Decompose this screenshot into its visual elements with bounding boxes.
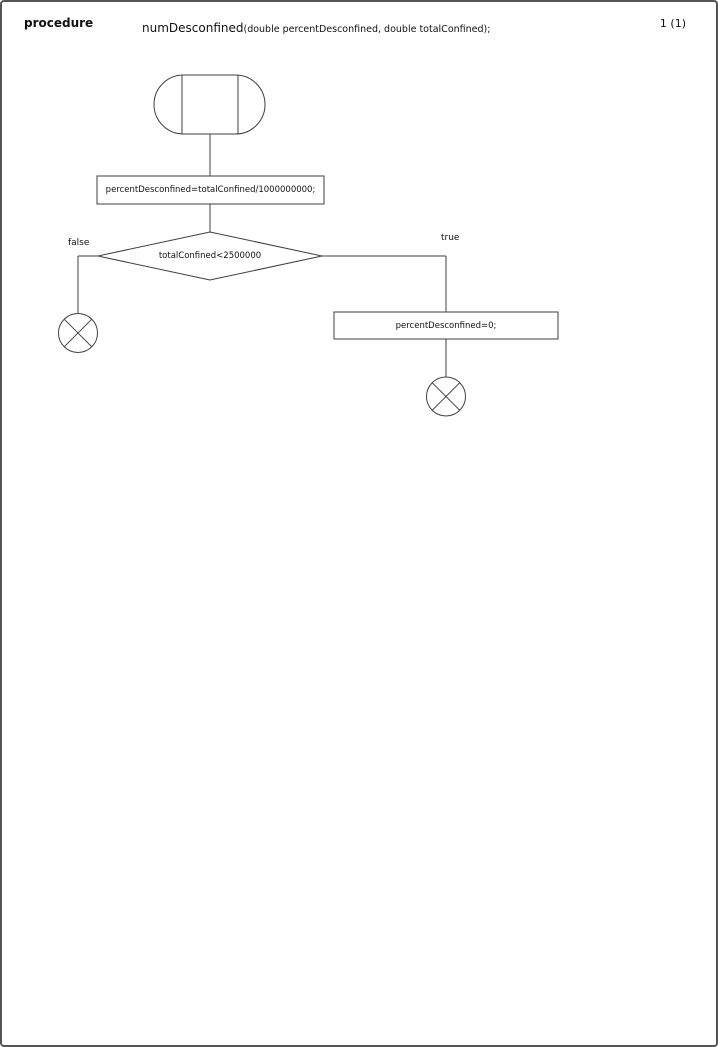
procedure-keyword: procedure bbox=[24, 16, 94, 30]
true-branch-connector bbox=[322, 256, 446, 312]
flowchart-canvas bbox=[2, 2, 718, 1047]
process-box-assign1-label: percentDesconfined=totalConfined/1000000000; bbox=[105, 185, 316, 195]
page-number: 1 (1) bbox=[659, 17, 686, 30]
procedure-name: numDesconfined bbox=[142, 21, 244, 35]
false-branch-label: false bbox=[68, 238, 90, 248]
terminator-left-icon bbox=[59, 314, 98, 353]
terminator-right-icon bbox=[427, 377, 466, 416]
true-branch-label: true bbox=[441, 233, 460, 243]
procedure-parameters: (double percentDesconfined, double totalConfined); bbox=[243, 24, 491, 35]
start-symbol bbox=[154, 75, 265, 134]
process-box-assign2-label: percentDesconfined=0; bbox=[395, 320, 497, 331]
decision-condition-label: totalConfined<2500000 bbox=[158, 251, 262, 261]
false-branch-connector bbox=[78, 256, 98, 314]
